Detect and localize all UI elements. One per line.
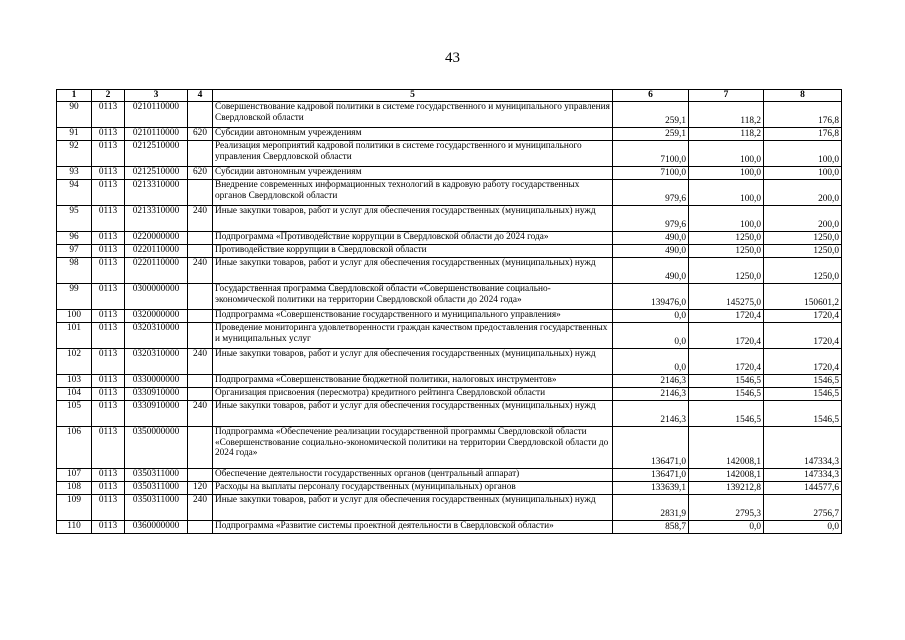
expense-kind-cell [188, 232, 213, 245]
item-name-cell: Совершенствование кадровой политики в системе государственного и муниципального управления Свердловской области [213, 102, 613, 128]
item-name-cell: Субсидии автономным учреждениям [213, 128, 613, 141]
table-body [57, 102, 842, 534]
amount-col-8-cell: 1720,4 [764, 310, 842, 323]
target-code-cell: 0300000000 [125, 284, 188, 310]
table-row [57, 141, 842, 167]
amount-col-6-cell: 858,7 [613, 521, 689, 534]
item-name-cell: Расходы на выплаты персоналу государственных (муниципальных) органов [213, 482, 613, 495]
section-code-cell: 0113 [92, 180, 125, 206]
row-number-cell: 107 [57, 469, 92, 482]
target-code-cell: 0320000000 [125, 310, 188, 323]
amount-col-6-cell: 136471,0 [613, 469, 689, 482]
expense-kind-cell [188, 469, 213, 482]
amount-col-6-cell: 979,6 [613, 206, 689, 232]
amount-col-7-cell: 142008,1 [689, 469, 764, 482]
amount-col-8-cell: 1250,0 [764, 232, 842, 245]
amount-col-7-cell: 1720,4 [689, 349, 764, 375]
expense-kind-cell: 240 [188, 495, 213, 521]
row-number-cell: 99 [57, 284, 92, 310]
item-name-cell: Иные закупки товаров, работ и услуг для обеспечения государственных (муниципальных) нужд [213, 495, 613, 521]
target-code-cell: 0350311000 [125, 482, 188, 495]
amount-col-7-cell: 100,0 [689, 206, 764, 232]
budget-table [56, 89, 842, 534]
row-number-cell: 97 [57, 245, 92, 258]
section-code-cell: 0113 [92, 102, 125, 128]
row-number-cell: 91 [57, 128, 92, 141]
amount-col-6-cell: 7100,0 [613, 141, 689, 167]
target-code-cell: 0210110000 [125, 128, 188, 141]
target-code-cell: 0350311000 [125, 469, 188, 482]
row-number-cell: 104 [57, 388, 92, 401]
target-code-cell: 0220000000 [125, 232, 188, 245]
item-name-cell: Внедрение современных информационных технологий в кадровую работу государственных органов Свердловской области [213, 180, 613, 206]
amount-col-6-cell: 490,0 [613, 232, 689, 245]
row-number-cell: 106 [57, 427, 92, 469]
amount-col-8-cell: 1250,0 [764, 258, 842, 284]
amount-col-7-cell: 0,0 [689, 521, 764, 534]
amount-col-7-cell: 100,0 [689, 180, 764, 206]
item-name-cell: Реализация мероприятий кадровой политики в системе государственного и муниципального управления Свердловской области [213, 141, 613, 167]
table-row [57, 375, 842, 388]
amount-col-8-cell: 150601,2 [764, 284, 842, 310]
header-col-1: 1 [57, 90, 92, 102]
expense-kind-cell: 240 [188, 349, 213, 375]
row-number-cell: 100 [57, 310, 92, 323]
header-col-7: 7 [689, 90, 764, 102]
section-code-cell: 0113 [92, 521, 125, 534]
target-code-cell: 0213310000 [125, 206, 188, 232]
target-code-cell: 0212510000 [125, 167, 188, 180]
amount-col-6-cell: 139476,0 [613, 284, 689, 310]
section-code-cell: 0113 [92, 323, 125, 349]
target-code-cell: 0220110000 [125, 258, 188, 284]
section-code-cell: 0113 [92, 141, 125, 167]
section-code-cell: 0113 [92, 258, 125, 284]
row-number-cell: 92 [57, 141, 92, 167]
amount-col-8-cell: 2756,7 [764, 495, 842, 521]
amount-col-8-cell: 100,0 [764, 141, 842, 167]
item-name-cell: Подпрограмма «Развитие системы проектной деятельности в Свердловской области» [213, 521, 613, 534]
item-name-cell: Организация присвоения (пересмотра) кредитного рейтинга Свердловской области [213, 388, 613, 401]
amount-col-8-cell: 200,0 [764, 206, 842, 232]
row-number-cell: 110 [57, 521, 92, 534]
amount-col-8-cell: 100,0 [764, 167, 842, 180]
expense-kind-cell: 620 [188, 128, 213, 141]
target-code-cell: 0330000000 [125, 375, 188, 388]
amount-col-7-cell: 118,2 [689, 102, 764, 128]
expense-kind-cell [188, 323, 213, 349]
target-code-cell: 0220110000 [125, 245, 188, 258]
target-code-cell: 0330910000 [125, 401, 188, 427]
section-code-cell: 0113 [92, 310, 125, 323]
amount-col-7-cell: 139212,8 [689, 482, 764, 495]
amount-col-8-cell: 0,0 [764, 521, 842, 534]
page-number: 43 [445, 50, 460, 66]
section-code-cell: 0113 [92, 401, 125, 427]
expense-kind-cell [188, 180, 213, 206]
table-row [57, 167, 842, 180]
row-number-cell: 109 [57, 495, 92, 521]
item-name-cell: Подпрограмма «Противодействие коррупции в Свердловской области до 2024 года» [213, 232, 613, 245]
amount-col-8-cell: 1720,4 [764, 323, 842, 349]
item-name-cell: Иные закупки товаров, работ и услуг для обеспечения государственных (муниципальных) нужд [213, 258, 613, 284]
amount-col-6-cell: 979,6 [613, 180, 689, 206]
amount-col-8-cell: 1546,5 [764, 388, 842, 401]
table-row [57, 206, 842, 232]
item-name-cell: Проведение мониторинга удовлетворенности граждан качеством предоставления государственных и муниципальных услуг [213, 323, 613, 349]
amount-col-8-cell: 176,8 [764, 102, 842, 128]
table-row [57, 427, 842, 469]
expense-kind-cell [188, 284, 213, 310]
amount-col-8-cell: 176,8 [764, 128, 842, 141]
item-name-cell: Противодействие коррупции в Свердловской области [213, 245, 613, 258]
amount-col-7-cell: 1546,5 [689, 388, 764, 401]
amount-col-7-cell: 100,0 [689, 141, 764, 167]
section-code-cell: 0113 [92, 427, 125, 469]
target-code-cell: 0360000000 [125, 521, 188, 534]
amount-col-8-cell: 1720,4 [764, 349, 842, 375]
header-col-4: 4 [188, 90, 213, 102]
header-col-6: 6 [613, 90, 689, 102]
header-col-5: 5 [213, 90, 613, 102]
section-code-cell: 0113 [92, 284, 125, 310]
item-name-cell: Иные закупки товаров, работ и услуг для обеспечения государственных (муниципальных) нужд [213, 206, 613, 232]
table-row [57, 245, 842, 258]
amount-col-7-cell: 2795,3 [689, 495, 764, 521]
section-code-cell: 0113 [92, 495, 125, 521]
section-code-cell: 0113 [92, 206, 125, 232]
amount-col-6-cell: 2146,3 [613, 401, 689, 427]
table-row [57, 310, 842, 323]
amount-col-8-cell: 1546,5 [764, 375, 842, 388]
row-number-cell: 95 [57, 206, 92, 232]
amount-col-6-cell: 0,0 [613, 310, 689, 323]
amount-col-6-cell: 133639,1 [613, 482, 689, 495]
row-number-cell: 93 [57, 167, 92, 180]
row-number-cell: 103 [57, 375, 92, 388]
amount-col-7-cell: 1546,5 [689, 401, 764, 427]
amount-col-8-cell: 1546,5 [764, 401, 842, 427]
item-name-cell: Подпрограмма «Совершенствование государственного и муниципального управления» [213, 310, 613, 323]
expense-kind-cell [188, 102, 213, 128]
amount-col-8-cell: 147334,3 [764, 469, 842, 482]
table-row [57, 284, 842, 310]
item-name-cell: Обеспечение деятельности государственных органов (центральный аппарат) [213, 469, 613, 482]
item-name-cell: Подпрограмма «Совершенствование бюджетной политики, налоговых инструментов» [213, 375, 613, 388]
expense-kind-cell [188, 521, 213, 534]
section-code-cell: 0113 [92, 128, 125, 141]
table-row [57, 401, 842, 427]
amount-col-7-cell: 1720,4 [689, 310, 764, 323]
table-row [57, 128, 842, 141]
header-col-2: 2 [92, 90, 125, 102]
item-name-cell: Иные закупки товаров, работ и услуг для обеспечения государственных (муниципальных) нужд [213, 401, 613, 427]
amount-col-7-cell: 1250,0 [689, 232, 764, 245]
table-row [57, 521, 842, 534]
amount-col-7-cell: 1250,0 [689, 245, 764, 258]
target-code-cell: 0213310000 [125, 180, 188, 206]
item-name-cell: Государственная программа Свердловской области «Совершенствование социально-экономической политики на территории Свердловской области до 2024 года» [213, 284, 613, 310]
expense-kind-cell [188, 310, 213, 323]
section-code-cell: 0113 [92, 469, 125, 482]
item-name-cell: Подпрограмма «Обеспечение реализации государственной программы Свердловской области «Совершенствование социально-экономической политики на территории Свердловской области до 2024 года» [213, 427, 613, 469]
target-code-cell: 0320310000 [125, 323, 188, 349]
expense-kind-cell: 620 [188, 167, 213, 180]
amount-col-8-cell: 200,0 [764, 180, 842, 206]
amount-col-6-cell: 136471,0 [613, 427, 689, 469]
expense-kind-cell [188, 245, 213, 258]
section-code-cell: 0113 [92, 245, 125, 258]
table-row [57, 258, 842, 284]
row-number-cell: 102 [57, 349, 92, 375]
amount-col-8-cell: 144577,6 [764, 482, 842, 495]
table-row [57, 495, 842, 521]
amount-col-8-cell: 1250,0 [764, 245, 842, 258]
amount-col-7-cell: 118,2 [689, 128, 764, 141]
amount-col-6-cell: 2146,3 [613, 388, 689, 401]
section-code-cell: 0113 [92, 232, 125, 245]
amount-col-6-cell: 490,0 [613, 245, 689, 258]
table-row [57, 469, 842, 482]
amount-col-6-cell: 0,0 [613, 349, 689, 375]
amount-col-8-cell: 147334,3 [764, 427, 842, 469]
section-code-cell: 0113 [92, 375, 125, 388]
amount-col-6-cell: 2146,3 [613, 375, 689, 388]
header-col-8: 8 [764, 90, 842, 102]
table-row [57, 232, 842, 245]
expense-kind-cell: 240 [188, 206, 213, 232]
target-code-cell: 0350000000 [125, 427, 188, 469]
expense-kind-cell: 240 [188, 258, 213, 284]
target-code-cell: 0210110000 [125, 102, 188, 128]
expense-kind-cell [188, 388, 213, 401]
table-header-row [57, 90, 842, 102]
expense-kind-cell [188, 427, 213, 469]
target-code-cell: 0212510000 [125, 141, 188, 167]
table-row [57, 349, 842, 375]
amount-col-7-cell: 1720,4 [689, 323, 764, 349]
amount-col-6-cell: 2831,9 [613, 495, 689, 521]
row-number-cell: 98 [57, 258, 92, 284]
expense-kind-cell [188, 141, 213, 167]
section-code-cell: 0113 [92, 167, 125, 180]
amount-col-7-cell: 142008,1 [689, 427, 764, 469]
target-code-cell: 0320310000 [125, 349, 188, 375]
item-name-cell: Субсидии автономным учреждениям [213, 167, 613, 180]
amount-col-7-cell: 100,0 [689, 167, 764, 180]
header-col-3: 3 [125, 90, 188, 102]
table-row [57, 323, 842, 349]
amount-col-6-cell: 0,0 [613, 323, 689, 349]
expense-kind-cell: 240 [188, 401, 213, 427]
row-number-cell: 90 [57, 102, 92, 128]
section-code-cell: 0113 [92, 388, 125, 401]
table-row [57, 388, 842, 401]
amount-col-6-cell: 259,1 [613, 102, 689, 128]
table-row [57, 102, 842, 128]
amount-col-7-cell: 1546,5 [689, 375, 764, 388]
amount-col-7-cell: 145275,0 [689, 284, 764, 310]
expense-kind-cell [188, 375, 213, 388]
row-number-cell: 101 [57, 323, 92, 349]
row-number-cell: 94 [57, 180, 92, 206]
item-name-cell: Иные закупки товаров, работ и услуг для обеспечения государственных (муниципальных) нужд [213, 349, 613, 375]
section-code-cell: 0113 [92, 349, 125, 375]
row-number-cell: 105 [57, 401, 92, 427]
expense-kind-cell: 120 [188, 482, 213, 495]
target-code-cell: 0350311000 [125, 495, 188, 521]
section-code-cell: 0113 [92, 482, 125, 495]
amount-col-6-cell: 7100,0 [613, 167, 689, 180]
target-code-cell: 0330910000 [125, 388, 188, 401]
amount-col-6-cell: 259,1 [613, 128, 689, 141]
table-row [57, 482, 842, 495]
amount-col-7-cell: 1250,0 [689, 258, 764, 284]
table-row [57, 180, 842, 206]
amount-col-6-cell: 490,0 [613, 258, 689, 284]
row-number-cell: 108 [57, 482, 92, 495]
row-number-cell: 96 [57, 232, 92, 245]
